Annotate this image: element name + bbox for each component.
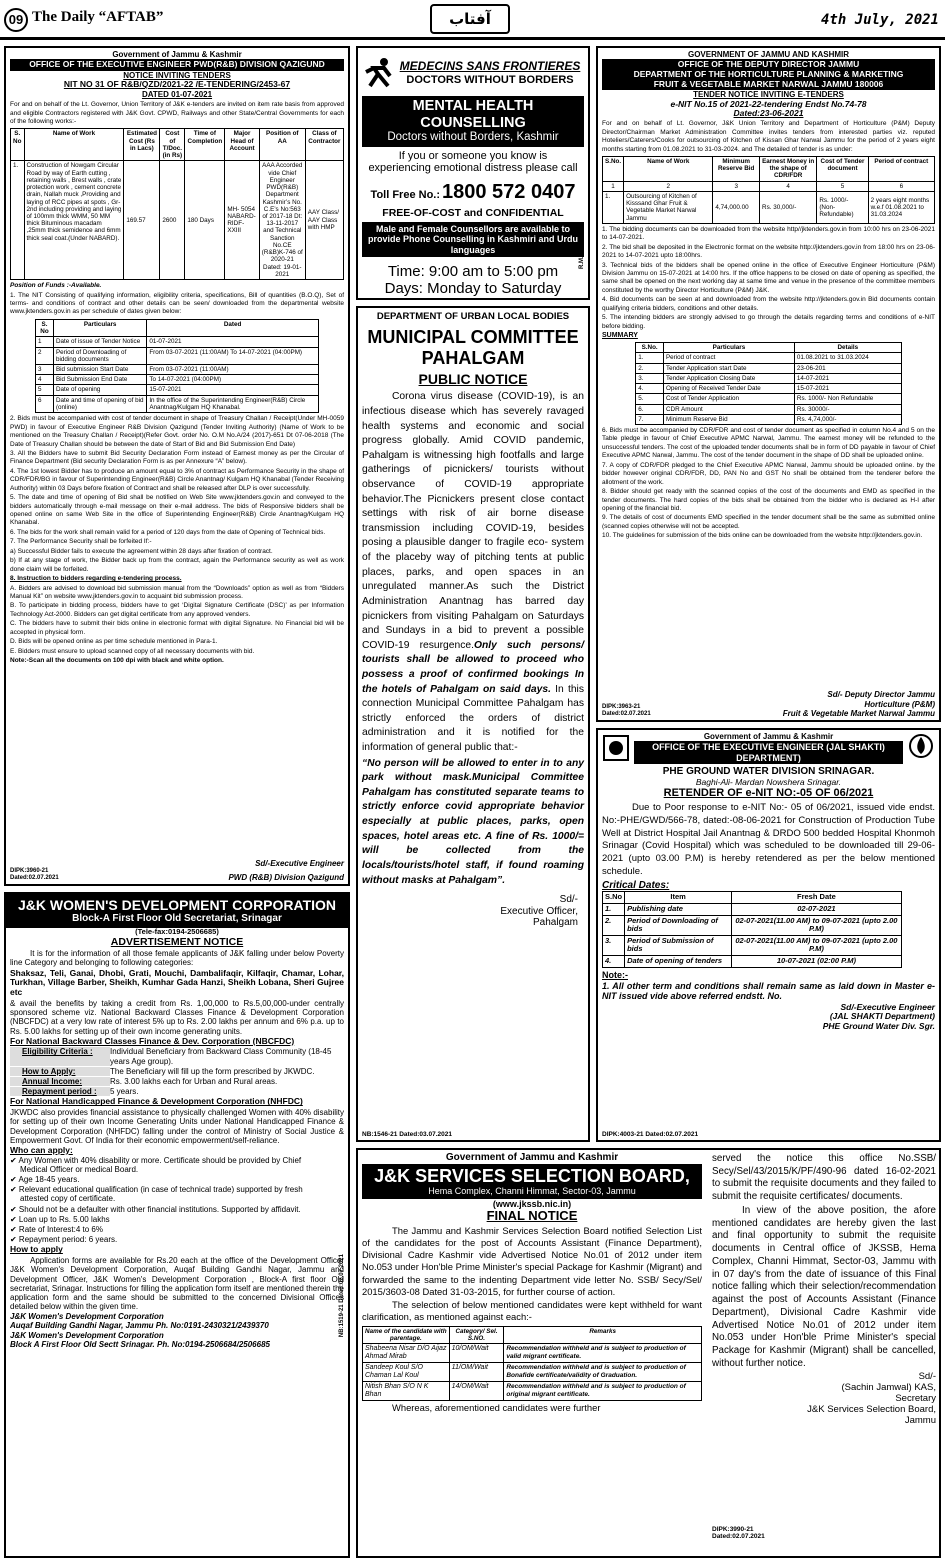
cell: 169.57 [124,161,160,280]
signatory-dept: (JAL SHAKTI Department) [829,1011,935,1022]
cell: 2. [603,915,625,935]
cell: Bid submission Start Date [53,365,146,375]
table-row [603,191,935,223]
committee-place: PAHALGAM [421,347,525,368]
cell: 2. [636,363,664,373]
cell: 02-07-2021(11.00 AM) to 09-07-2021 (upto 2.00 P.M) [732,935,902,955]
rms-ads: R.M.S.ADS [579,238,586,270]
point: 4. Bid documents can be seen at and downloaded from the website http://jktenders.gov.in Bid documents contain qualifying criteria bidders, conditions and other details. [602,296,935,312]
point: 6. Bids must be accompanied by CDR/FDR and cost of tender document as specified in column No.4 and 5 on the Table pledge in favour of Chief Executive APMC Narwal, Jammu. The earnest money will be refunded to the unsuccessful tenders. The cost of the uploaded tender documents shall be in form of DD payable in favour of Chief Executive APMC Narwal, Jammu. The cost of the tender document in the shape of DD shall be uploaded online. [602,427,935,460]
funds-line: Position of Funds :-Available. [10,282,102,290]
categories: Shaksaz, Teli, Ganai, Dhobi, Grati, Mouchi, Dambalifaqir, Kilfaqir, Chamar, Lohar, Turkhan, Village Barber, Sheikh, Kumhar Gada Hanzi, Sheikh Lobana, Sheri Gujree etc [10,967,344,998]
list-item: ✔ Should not be a defaulter with other financial institutions. Supported by affidavit. [10,1204,301,1214]
cell: Period of Downloading of bidding documents [53,347,146,364]
cell: 5. [636,394,664,404]
schedule-table [35,319,319,413]
col-header: S.No [603,892,625,904]
msf-name: MEDECINS SANS FRONTIERES [399,58,581,73]
nbcfdc-heading: For National Backward Classes Finance & Dev. Corporation (NBCFDC) [10,1035,295,1046]
msf-subtitle: Doctors without Borders, Kashmir [362,131,584,146]
note-title: Note:- [602,969,628,980]
newspaper-name: The Daily “AFTAB” [32,9,164,25]
col-header: Minimum Reserve Bid [713,156,760,181]
cell: 11/OM/Wait [449,1363,504,1382]
cell: 3. [636,373,664,383]
col-header: Cost of T/Doc. (in Rs) [160,129,185,161]
cell: Cost of Tender Application [663,394,794,404]
retender-body: Due to Poor response to e-NIT No:- 05 of 06/2021, issued vide endst. No:-PHE/GWD/566-78, dated:-08-06-2021 for Construction of Production Tube Well at District Hospital Jail Anantnag & DRDO 500 bedded Hospital Khonmoh Srinagar (Covid Hospital) which was scheduled to be downloaded till 29-06-2021 (upto 03.00 P.M) is hereby retendered as per the below mentioned schedule. [602,801,935,877]
col-header: Dated [147,319,319,336]
list-item: ✔ Repayment period: 6 years. [10,1235,118,1245]
kv-key: Annual Income: [10,1077,110,1086]
point: 2. The bid shall be deposited in the Electronic format on the website http://jktenders.gov.in from 18:00 hrs on 23-06-2021 to 14-07-2021 upto 18:00hrs. [602,243,935,260]
cell: 4 [36,375,54,385]
col-header: Major Head of Account [225,129,259,161]
msf-question-1: If you or someone you know is [398,149,548,162]
final-notice-title: FINAL NOTICE [486,1207,578,1223]
govt-emblem-icon [602,732,630,764]
col-header: Category/ Sel. S.NO. [449,1326,504,1343]
notice-title: TENDER NOTICE INVITING E-TENDERS [693,90,844,100]
cell: 1. [11,161,25,280]
cell: 01-07-2021 [147,337,319,347]
para: 5. The date and time of opening of Bid shall be notified on Web Site www.jktenders.gov.in and conveyed to the bidders automatically through e-mail message on their e-mail address. The bids of Responsive bidders shall be opened online on same Web Site in the office of Superintending Engineer(R&B) Circle Anantnag/Kulgam HQ Khanabal. [10,494,344,527]
dipk-date: Dated:02.07.2021 [602,711,651,718]
cell: 23-06-201 [794,363,901,373]
cell: 3 [36,365,54,375]
cell: Outsourcing of Kitchen of Kisssand Ghar Fruit & Vegetable Market Narwal Jammu [624,191,713,223]
col-header: S. No [11,129,25,161]
signatory-board: J&K Services Selection Board, [807,1404,936,1416]
signatory: Sd/-Executive Engineer [255,859,344,869]
govt-line: Government of Jammu and Kashmir [445,1152,619,1163]
cell: Recommendation withheld and is subject to production of Bonafide certificate/validity of Graduation. [504,1363,702,1382]
table-row [11,161,344,280]
sd: Sd/- [918,1371,936,1383]
table-row [603,903,902,915]
cell: From 03-07-2021 (11:00AM) To 14-07-2021 (04:00PM) [147,347,319,364]
msf-time: Time: 9:00 am to 5:00 pm [387,262,559,280]
msf-name-english: DOCTORS WITHOUT BORDERS [406,73,574,86]
horticulture-tender-ad [596,46,941,722]
signatory: Sd/-Executive Engineer [840,1001,935,1012]
cell: 15-07-2021 [147,385,319,395]
kv-value: Rs. 3.00 lakhs each for Urban and Rural areas. [110,1077,278,1087]
signatory-office: PHE Ground Water Div. Sgr. [822,1021,935,1032]
cell: 14/OM/Wait [449,1382,504,1401]
nit-number: NIT NO 31 OF R&B/QZD/2021-22 /E-TENDERING/2453-67 [63,79,291,90]
body-text-2: In this connection Municipal Committee Pahalgam has strictly enforced the orders of district administration and it is notified for the information of general public that:- [362,683,584,754]
office-line-3: FRUIT & VEGETABLE MARKET NARWAL JAMMU 180006 [602,80,935,91]
intro-text-2: & avail the benefits by taking a credit from Rs. 1,00,000 to Rs.5,00,000-under centrally sponsored scheme viz. National Backward Classes Finance & Development Corporation (NBCFDC) at a very low rate of interest 5% up to Rs. 2.00 lakhs per annum and 6% p.a. up to Rs. 5.00 lakhs for setting up of their own income generating units. [10,998,344,1036]
cell: 2600 [160,161,185,280]
point: 5. The intending bidders are strongly advised to go through the details regarding terms and conditions of e-NIT before bidding. [602,314,935,330]
col-header: Remarks [504,1326,702,1343]
dept-line: DEPARTMENT OF URBAN LOCAL BODIES [376,311,570,322]
cell: Rs. 30000/- [794,404,901,414]
note-text: 1. All other term and conditions shall remain same as laid down in Master e-NIT issued vide above referred endstt. No. [602,981,935,1002]
cell: 1. [636,353,664,363]
retender-title: RETENDER OF e-NIT NO:-05 OF 06/2021 [663,787,874,800]
board-address: Hema Complex, Channi Himmat, Sector-03, Jammu [362,1186,702,1198]
para: D. Bids will be opened online as per time schedule mentioned in Para-1. [10,638,218,646]
pwd-tender-ad [4,46,350,886]
cell: Minimum Reserve Bid [663,414,794,424]
cell: Shabeena Nisar D/O Aijaz Ahmad Mirab [363,1344,450,1363]
division-address: Baghi-Ali- Mardan Nowshera Srinagar. [695,776,842,787]
pahalgam-public-notice [356,306,590,1142]
col-header: Name of Work [24,129,124,161]
para: A. Bidders are advised to download bid submission manual from the “Downloads” option as well as from “Bidders Manual Kit” on website www.jktenders.gov.in to acquaint bid submission process. [10,584,344,600]
summary-table [635,342,901,425]
col-header: S.No. [636,343,664,353]
para: C. The bidders have to submit their bids online in electronic format with digital Signature. No Financial bid will be accepted in physical form. [10,620,344,636]
point: 3. Technical bids of the bidders shall be opened online in the office of Executive Engineer Horticulture (P&M) Division Jammu on 15-07-2021 at 14:00 hrs. If the office happens to be closed on date of opening as specified, the same shall be opened on the next working day at same time and venue in the presence of the committee members constituted by the worthy Director Horticulture (P&M) J&K. [602,261,935,294]
nit-date: DATED 01-07-2021 [141,89,213,99]
body-text: Corona virus disease (COVID-19), is an infectious disease which has severely ravaged health systems and economic and social progress globally. Amid COVID pandemic, Pahalgam is witnessing high footfalls and large gatherings of picnickers/ tourists without observance of COVID-19 appropriate behavior.The Picnickers present close contact settings with risk of air borne disease transmission including COVID-19, besides posing a plausible danger to fragile eco- system of the placeby way of pitching tents at public places, parks, and open spaces in an unregulated manner.As such the District Administration Anantnag has barred day picnickers from visiting Pahalgam on Saturdays and Sundays in a bid to prevent a possible COVID-19 resurgence. [362,391,584,651]
para-1: 1. The NIT Consisting of qualifying information, eligibility criteria, specifications, Bill of quantities (B.O.Q), Set of terms- and conditions of contract and other details can be seen/ downloaded from the departmental website www.jktenders.gov.in as per schedule of dates given below: [10,291,344,316]
msf-headline: MENTAL HEALTH COUNSELLING [362,96,584,131]
cell: Date of issue of Tender Notice [53,337,146,347]
col-header: Name of the candidate with parentage. [363,1326,450,1343]
enit-number: e-NIT No.15 of 2021-22-tendering Endst No.74-78 [670,98,867,109]
enit-date: Dated:23-06-2021 [733,108,804,119]
summary-title: SUMMARY [602,332,638,340]
point: 8. Bidder should get ready with the scanned copies of the cost of the documents and EMD as specified in the tender documents. The hard copies of the bids shall be obtained from the bidder who is declared as H-I after opening of the financial bid. [602,488,935,512]
notice-para-3: Whereas, aforementioned candidates were further [392,1402,601,1414]
cell: 5 [36,385,54,395]
nb-number: NB:1546-21 Dated:03.07.2021 [362,1130,452,1138]
newspaper-logo: آفتاب [430,4,510,34]
col-header: S. No [36,319,54,336]
signatory-place: Jammu [904,1415,936,1427]
eligibility-list [10,1156,344,1245]
notice-para-1: The Jammu and Kashmir Services Selection Board notified Selection List of the candidates for the post of Accounts Assistant (Finance Department), Divisional Cadre Kashmir vide Advertised Notice No.01 of 2012 under item No.053 under Hon'ble Prime Minister's special Package for Kashmir (Migrant) and forwarded the same to the indenting Department vide letter No. SSB/ Secy/Sel/ 2015/3603-08 Dated 31-03-2015, for further course of action. [362,1224,702,1297]
cell: MH- 5054 NABARD- RIDF- XXIII [225,161,259,280]
table-row [636,353,901,363]
page-header [0,0,945,40]
office-line-2: DEPARTMENT OF THE HORTICULTURE PLANNING & MARKETING [602,70,935,80]
msf-running-man-icon [362,56,396,90]
cell: Rs. 4,74,000/- [794,414,901,424]
address-line: J&K Women's Development Corporation [10,1312,164,1322]
bold-text: Only such persons/ tourists shall be allowed to proceed who possess a proof of confirmed bookings In the hotels of Pahalgam on said days. [362,639,584,695]
signatory-place: Pahalgam [532,917,578,929]
cell: Period of Submission of bids [625,935,732,955]
table-row [603,956,902,968]
how-to-apply-text: Application forms are available for Rs.20 each at the office of the Development Officer J&K Women's Development Corporation, Auqaf Building Gandhi Nagar, Jammu and Development Officer, J&K Women's Development Corporation , Block-A first floor Old secretariat, Srinagar. Instructions for filling the application form itself are mentioned therein the application form and the same should be submitted to the concerned Divisional Offices detailed below within the given time. [10,1256,344,1312]
public-notice-title: PUBLIC NOTICE [418,371,528,388]
notice-body [362,390,584,755]
cell: AAY Class/ AAY Class with HMP [305,161,343,280]
col-header: Earnest Money in the shape of CDR/FDR [760,156,817,181]
col-header: S.No. [603,156,624,181]
col-header: Period of contract [868,156,934,181]
signatory: Sd/- Deputy Director Jammu [827,690,935,700]
cell: From 03-07-2021 (11:00AM) [147,365,319,375]
cell: 1. [603,903,625,915]
cell: Sandeep Koul S/O Chaman Lal Koul [363,1363,450,1382]
notice-para-4: served the notice this office No.SSB/ Secy/Sel/43/2015/K/PF/490-96 dated 16-02-2021 to submit the requisite documents and they failed to submit the requisite certificates/ documents. [712,1153,936,1203]
notice-title: NOTICE INVITING TENDERS [123,70,231,80]
table-row [636,394,901,404]
cell: 5 [817,181,868,191]
cell: To 14-07-2021 (04:00PM) [147,375,319,385]
cell: 4,74,000.00 [713,191,760,223]
cell: 180 Days [185,161,225,280]
point: 9. The details of cost of documents EMD specified in the tender document shall be the same as submitted online (scanned copies otherwise will not be accepted. [602,514,935,530]
corporation-title: J&K WOMEN'S DEVELOPMENT CORPORATION [6,894,348,913]
govt-line: Government of Jammu & Kashmir [112,50,242,59]
cell: Recommendation withheld and is subject to production of original migrant certificate. [504,1382,702,1401]
counsellor-bar: Male and Female Counsellors are available to provide Phone Counselling in Kashmiri and Urdu languages [362,222,584,257]
cell: 1 [36,337,54,347]
jal-shakti-retender-ad [596,728,941,1142]
address-line: Auqaf Building Gandhi Nagar, Jammu Ph. No:0191-2430321/2439370 [10,1321,269,1331]
cell: Rs. 1000/- (Non-Refundable) [817,191,868,223]
cell: 10/OM/Wait [449,1344,504,1363]
cell: 7. [636,414,664,424]
cell: 6 [868,181,934,191]
para: 3. All the Bidders have to submit Bid Security Declaration Form instead of Earnest money as per the Circular of Finance Department (Bid security Declaration Form is as per Annexure “A” below). [10,449,344,466]
candidates-table [362,1326,702,1402]
cell: Opening of Received Tender Date [663,384,794,394]
col-header: Estimated Cost (Rs in Lacs) [124,129,160,161]
cell: Date of opening [53,385,146,395]
dipk-number: DIPK:3960-21 [10,868,49,875]
nhfdc-text: JKWDC also provides financial assistance to physically challenged Women with 40% disability for setting up of their own Income Generating Units under National Handicapped Finance & Development Corporation (NHFDC) falling under the control of Ministry of Social Justice & Empowerment Govt. Of India for their economic empowerment/self-reliance. [10,1108,344,1145]
table-row [36,375,319,385]
cell: In the office of the Superintending Engineer(R&B) Circle Anantnag/Kulgam HQ Khanabal. [147,395,319,412]
col-header: Item [625,892,732,904]
signatory-place: Fruit & Vegetable Market Narwal Jammu [782,708,935,718]
para: B. To participate in bidding process, bidders have to get ‘Digital Signature Certificate (DSC)’ as per Information Technology Act-2000. Bidders can get digital certificate from any approved venders. [10,602,344,618]
womens-corporation-ad [4,892,350,1558]
office-title: OFFICE OF THE EXECUTIVE ENGINEER (JAL SHAKTI) DEPARTMENT) [634,741,903,764]
cell: 02-07-2021(11.00 AM) to 09-07-2021 (upto 2.00 P.M) [732,915,902,935]
table-row [636,384,901,394]
col-header: Position of AA [259,129,305,161]
table-row [636,363,901,373]
col-header: Cost of Tender document [817,156,868,181]
cell: 4 [760,181,817,191]
office-title: OFFICE OF THE EXECUTIVE ENGINEER PWD(R&B) DIVISION QAZIGUND [10,59,344,71]
msf-ad [356,46,590,300]
cell: Tender Application start Date [663,363,794,373]
notice-para-5: In view of the above position, the afore mentioned candidates are hereby given the last and final opportunity to submit the requisite documents in Central office of JKSSB, Hema Complex, Channi Himmat, Sector-03, Jammu with in 07 day's from the date of issuance of this Final notice falling which their selection/recommendation against the post of Accounts Assistant (Finance Department), Divisional Cadre Kashmir vide Advertised Notice No.01 of 2012 under item No.053 under Hon'ble Prime Minister's special Package for Kashmir (Migrant) shall be cancelled, without further notice. [712,1204,936,1369]
col-header: Name of Work [624,156,713,181]
cell: 01.08.2021 to 31.03.2024 [794,353,901,363]
para: a) Successful Bidder fails to execute the agreement within 28 days after fixation of contract. [10,547,273,555]
cell: 6. [636,404,664,414]
works-table [10,128,344,280]
msf-question-2: experiencing emotional distress please call [368,162,578,175]
col-header: Fresh Date [732,892,902,904]
dipk-number: DIPK:4003-21 Dated:02.07.2021 [602,1130,699,1138]
how-to-apply: How to apply [10,1244,63,1255]
col-header: Particulars [53,319,146,336]
dipk-date: Dated:02.07.2021 [10,875,59,882]
col-header: Class of Contractor [305,129,343,161]
cell: 10-07-2021 (02:00 P.M) [732,956,902,968]
kv-value: 5 years. [110,1087,139,1097]
address-line: J&K Women's Development Corporation [10,1330,164,1340]
msf-days: Days: Monday to Saturday [384,280,562,298]
critical-dates-table [602,891,902,967]
para: 4. The 1st lowest Bidder has to produce an amount equal to 3% of contract as Performance Security in the shape of CDR/FDR/BG in favour of Superintending Engineer(R&B) Circle Anantnag/ Kulgam HQ Khanabal (Tender Receiving Authority) within 03 Days before fixation of Contract and shall be released after DLP is over successfully. [10,467,344,492]
nb-number: NB:1519-21 Dated:02.07.2021 [339,1254,346,1338]
list-item: ✔ Loan up to Rs. 5.00 lakhs [10,1214,110,1224]
telefax: (Tele-fax:0194-2506685) [135,926,219,936]
cell: Bid Submission End Date [53,375,146,385]
signatory: Executive Officer, [500,905,578,917]
cell: Period of contract [663,353,794,363]
cell: Nitish Bhan S/O N K Bhan [363,1382,450,1401]
cell: Recommendation withheld and is subject to production of valid migrant certificate. [504,1344,702,1363]
toll-free-number[interactable]: 1800 572 0407 [441,180,576,203]
cell: 2 [36,347,54,364]
table-row [36,365,319,375]
table-row [36,347,319,364]
notice-para-2: The selection of below mentioned candidates were kept withheld for want clarification, as mentioned against each:- [362,1299,702,1323]
cell: 14-07-2021 [794,373,901,383]
dipk-date: Dated:02.07.2021 [712,1533,765,1541]
table-row [36,385,319,395]
signatory-name: (Sachin Jamwal) KAS, [841,1382,936,1394]
who-can-apply: Who can apply: [10,1144,73,1155]
cell: 1. [603,191,624,223]
kv-key: Eligibility Criteria : [10,1047,110,1065]
cell: 15-07-2021 [794,384,901,394]
cell: Tender Application Closing Date [663,373,794,383]
critical-dates-title: Critical Dates: [602,879,670,891]
dipk-number: DIPK:3990-21 [712,1526,754,1533]
jkssb-final-notice [356,1148,941,1558]
kv-value: Individual Beneficiary from Backward Class Community (18-45 years Age group). [110,1047,332,1066]
toll-label: Toll Free No.: [370,188,441,201]
cell: 2 [624,181,713,191]
cell: 4. [636,384,664,394]
cell: Publishing date [625,903,732,915]
list-item: ✔ Any Women with 40% disability or more. Certificate should be provided by Chief Medical Officer or medical Board. [10,1155,302,1174]
para: 7. The Performance Security shall be forfeited If:- [10,538,152,546]
cell: 3 [713,181,760,191]
tender-table [602,156,935,224]
free-line: FREE-OF-COST and CONFIDENTIAL [382,206,564,219]
intro-text: For and on behalf of the Lt. Governor, Union Territory of J&K e-tenders are invited on item rate basis from approved and eligible Contractors registered with J&K Govt. CPWD, Railways and other State/Central Governments for each of the following works:- [10,101,344,125]
kv-key: Repayment period : [10,1087,110,1096]
quoted-order: “No person will be allowed to enter in to any park without mask.Municipal Committee Pahalgam has constituted separate teams to strictly enforce covid appropriate behavior especially at public places, parks, open spaces, hotel areas etc. A fine of Rs. 1000/= will be collected from the locals/tourists/hotel staff, if found roaming without masks at Pahalgam”. [362,757,584,886]
list-item: ✔ Relevant educational qualification (in case of technical trade) supported by fresh attested copy of certificate. [10,1185,303,1204]
point: 1. The bidding documents can be downloaded from the website http//jktenders.gov.in from 10:00 hrs on 23-06-2021 to 14-07-2021. [602,225,935,242]
cell: 02-07-2021 [732,903,902,915]
table-row [603,935,902,955]
signatory-office: PWD (R&B) Division Qazigund [228,872,344,882]
cell: 2 years eight months w.e.f 01.08.2021 to 31.03.2024 [868,191,934,223]
table-row [36,395,319,412]
sd: Sd/- [559,894,578,906]
para: 6. The bids for the work shall remain valid for a period of 120 days from the date of Opening of Technical bids. [10,528,326,536]
list-item: ✔ Age 18-45 years. [10,1175,80,1185]
board-website[interactable]: (www.jkssb.nic.in) [492,1198,572,1209]
table-row [363,1363,702,1382]
table-row [363,1344,702,1363]
board-title: J&K SERVICES SELECTION BOARD, [362,1164,702,1187]
cell: 3. [603,935,625,955]
dipk-number: DIPK:3963-21 [602,704,641,711]
point: 7. A copy of CDR/FDR pledged to the Chief Executive APMC Narwal, Jammu should be uploaded online. by the bidder however original CDR/FDR, DD, PAN No and GST No shall be obtained from the tenderer before the allotment of the work. [602,461,935,486]
signatory-title: Secretary [895,1393,936,1405]
division-title: PHE GROUND WATER DIVISION SRINAGAR. [662,766,875,777]
kv-value: The Beneficiary will fill up the form prescribed by JKWDC. [110,1066,315,1076]
table-row [636,414,901,424]
jal-shakti-logo-icon [907,732,935,764]
advertisement-title: ADVERTISEMENT NOTICE [110,936,244,949]
table-row [603,915,902,935]
committee-title: MUNICIPAL COMMITTEE [367,326,579,347]
cell: 1 [603,181,624,191]
office-line-1: OFFICE OF THE DEPUTY DIRECTOR JAMMU [602,59,935,70]
cell: Rs. 1000/- Non Refundable [794,394,901,404]
issue-date: 4th July, 2021 [820,12,939,28]
address-line: Block A First Floor Old Sectt Srinagar. Ph. No:0194-2506684/2506685 [10,1339,270,1349]
nbcfdc-details [10,1047,344,1096]
cell: 4. [603,956,625,968]
govt-line: GOVERNMENT OF JAMMU AND KASHMIR [687,50,850,59]
table-row [636,404,901,414]
page-number: 09 [4,8,28,32]
signatory-dept: Horticulture (P&M) [864,699,935,709]
table-row [636,373,901,383]
para: 2. Bids must be accompanied with cost of tender document in shape of Treasury Challan / Receipt(Under MH-0059 PWD) in favour of Executive Engineer R&B Division Qazigund (Tender Inviting Authority) (Name of Work to be mentioned on the Treasury Challan / Receipt)(Refer Govt. order No. O.M No.A/24 (2017)-651 Dt 07-06-2018 (The Date of Treasury Challan should be between the date of Start of Bid and Bid Submission End Date) [10,415,344,448]
cell: Date and time of opening of bid (online) [53,395,146,412]
cell: Construction of Nowgam Circular Road by way of Earth cutting , retaining walls , Brest walls , crate protection work , cement concrete drain, Nallah muck ,Providing and laying of RCC pipes at spots , Gr-2nd including providing and laying of 100mm thick WMM, 50 MM thick Bituminous macadam ,25mm thick semidence and 6mm thick seal coat.(Under NABARD). [24,161,124,280]
cell: AAA Accorded vide Chief Engineer PWD(R&B) Department Kashmir’s No. C.E’s No:563 of 2017-18 Dt: 13-11-2017 and Technical Sanction No.CE (R&B)K-746 of 2020-21 Dated: 19-01-2021 [259,161,305,280]
col-header: Details [794,343,901,353]
point: 10. The guidelines for submission of the bids online can be downloaded from the website http://jktenders.gov.in. [602,532,923,540]
note-line: Note:-Scan all the documents on 100 dpi with black and white option. [10,657,224,664]
col-header: Time of Completion [185,129,225,161]
cell: Rs. 30,000/- [760,191,817,223]
para: E. Bidders must ensure to upload scanned copy of all necessary documents with bid. [10,647,255,655]
cell: CDR Amount [663,404,794,414]
cell: Period of Downloading of bids [625,915,732,935]
govt-line: Government of Jammu & Kashmir [703,732,834,742]
cell: Date of opening of tenders [625,956,732,968]
nhfdc-heading: For National Handicapped Finance & Development Corporation (NHFDC) [10,1096,303,1107]
table-row [363,1382,702,1401]
list-item: ✔ Rate of Interest:4 to 6% [10,1225,103,1234]
col-header: Particulars [663,343,794,353]
corporation-address: Block-A First Floor Old Secretariat, Srinagar [6,913,348,928]
intro-text: For and on behalf of Lt. Governor, J&K Union Territory and Department of Horticulture (P&M) Deputy Director/Chairman Market Administration Committee invites tenders from interested parties viz. reputed Hoteliers/Caterers/Cooks for outsourcing of Kitchen of Kissan Ghar Narwal Jammu for the period of 2 years eight months starting from 01.08.2021 to 31-03-2024. and The detailed of tender is as under: [602,120,935,153]
intro-text: It is for the information of all those female applicants of J&K falling under below Poverty line Category and belonging to following categories: [10,949,344,968]
table-row [36,337,319,347]
kv-key: How to Apply: [10,1067,110,1076]
para: 8. Instruction to bidders regarding e-tendering process. [10,575,182,583]
para: b) If at any stage of work, the Bidder back up from the contract, again the Performance security as well as work done claim will be forfeited. [10,557,344,573]
cell: 6 [36,395,54,412]
